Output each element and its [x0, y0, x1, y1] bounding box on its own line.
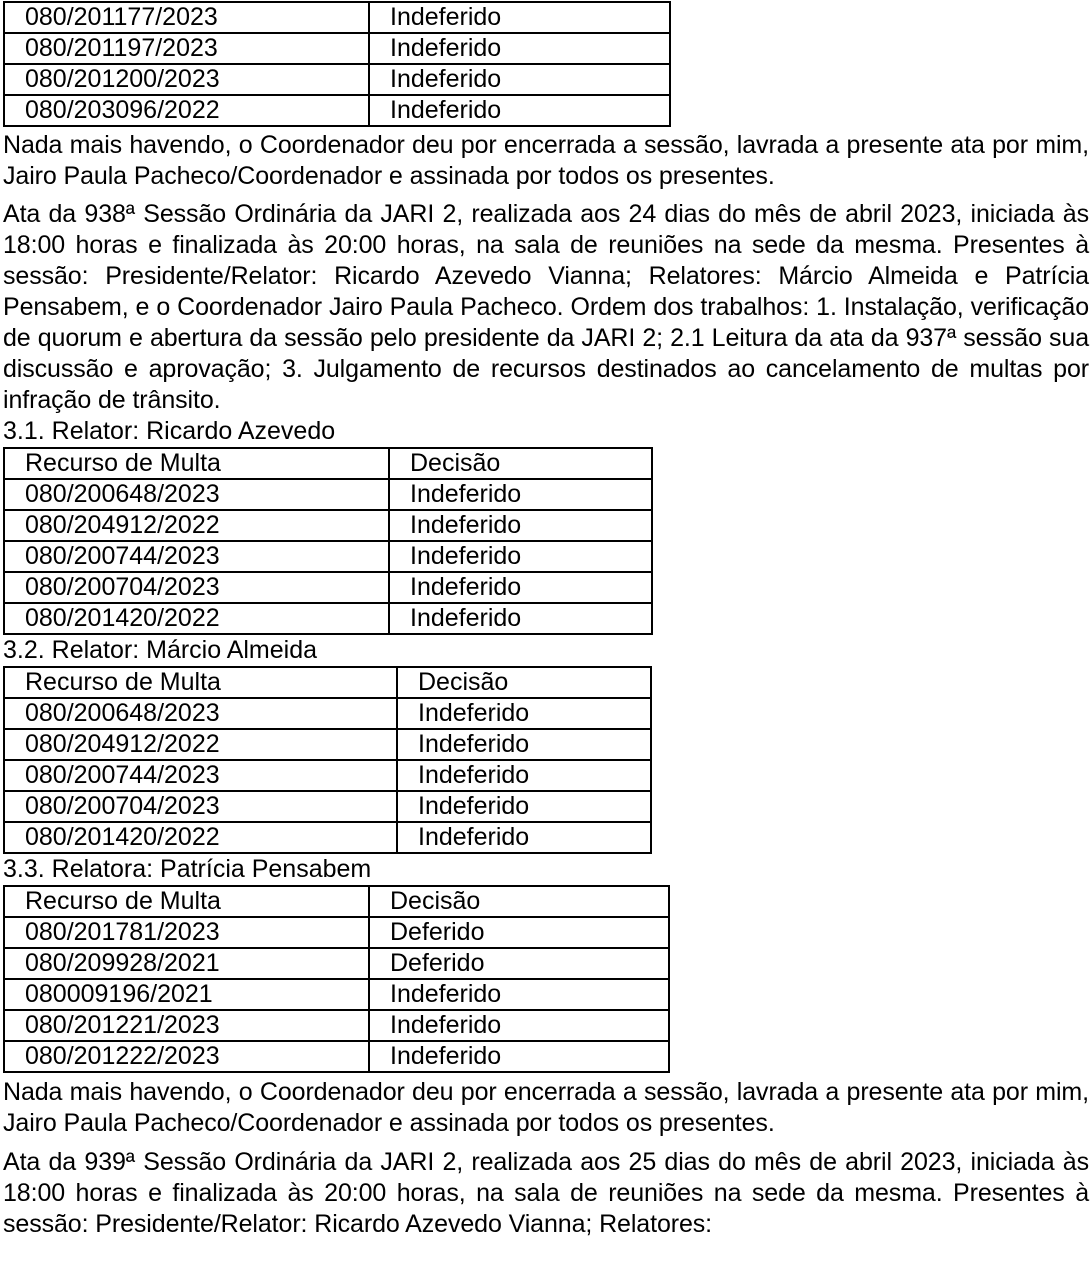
table-row — [4, 572, 652, 603]
table-row — [4, 510, 652, 541]
decisao-cell: Indeferido — [397, 760, 651, 791]
table-row — [4, 698, 651, 729]
decisao-cell: Indeferido — [369, 2, 670, 33]
table-row — [4, 948, 669, 979]
table-row — [4, 603, 652, 634]
table-row — [4, 1041, 669, 1072]
decisao-cell: Indeferido — [369, 33, 670, 64]
recurso-cell: 080/201200/2023 — [4, 64, 369, 95]
header-decisao: Decisão — [369, 886, 669, 917]
decisao-cell: Deferido — [369, 917, 669, 948]
recurso-cell: 080/201197/2023 — [4, 33, 369, 64]
decisao-cell: Indeferido — [397, 729, 651, 760]
decisao-cell: Indeferido — [389, 479, 652, 510]
table-row — [4, 64, 670, 95]
recurso-cell: 080/200704/2023 — [4, 791, 397, 822]
recurso-cell: 080/204912/2022 — [4, 729, 397, 760]
table-header-row — [4, 667, 651, 698]
table-row — [4, 979, 669, 1010]
closing-paragraph-2: Nada mais havendo, o Coordenador deu por encerrada a sessão, lavrada a presente ata por mim, Jairo Paula Pacheco/Coordenador e assinada por todos os presentes. — [3, 1078, 1089, 1137]
decisao-cell: Indeferido — [369, 1010, 669, 1041]
recurso-cell: 080/200704/2023 — [4, 572, 389, 603]
ata-938-paragraph: Ata da 938ª Sessão Ordinária da JARI 2, realizada aos 24 dias do mês de abril 2023, iniciada às 18:00 horas e finalizada às 20:00 horas, na sala de reuniões na sede da mesma. Presentes à sessão: Presidente/Relator: Ricardo Azevedo Vianna; Relatores: Márcio Almeida e Patrícia Pensabem, e o Coordenador Jairo Paula Pacheco. Ordem dos trabalhos: 1. Instalação, verificação de quorum e abertura da sessão pelo presidente da JARI 2; 2.1 Leitura da ata da 937ª sessão sua discussão e aprovação; 3. Julgamento de recursos destinados ao cancelamento de multas por infração de trânsito. — [3, 200, 1089, 414]
table-header-row — [4, 448, 652, 479]
document-page — [3, 0, 1089, 1240]
decisao-cell: Indeferido — [389, 541, 652, 572]
table-row — [4, 2, 670, 33]
recurso-cell: 080/201221/2023 — [4, 1010, 369, 1041]
decisao-cell: Indeferido — [397, 791, 651, 822]
decisao-cell: Indeferido — [389, 572, 652, 603]
section-32-table — [3, 666, 652, 854]
decisao-cell: Indeferido — [369, 979, 669, 1010]
top-results-table — [3, 1, 671, 127]
header-recurso: Recurso de Multa — [4, 667, 397, 698]
section-33-table — [3, 885, 670, 1073]
decisao-cell: Indeferido — [397, 822, 651, 853]
recurso-cell: 080/200744/2023 — [4, 541, 389, 572]
ata-939-paragraph: Ata da 939ª Sessão Ordinária da JARI 2, realizada aos 25 dias do mês de abril 2023, iniciada às 18:00 horas e finalizada às 20:00 horas, na sala de reuniões na sede da mesma. Presentes à sessão: Presidente/Relator: Ricardo Azevedo Vianna; Relatores: — [3, 1148, 1089, 1238]
recurso-cell: 080/201177/2023 — [4, 2, 369, 33]
table-row — [4, 479, 652, 510]
recurso-cell: 080/200648/2023 — [4, 698, 397, 729]
recurso-cell: 080/204912/2022 — [4, 510, 389, 541]
table-row — [4, 33, 670, 64]
header-recurso: Recurso de Multa — [4, 886, 369, 917]
decisao-cell: Indeferido — [369, 95, 670, 126]
recurso-cell: 080009196/2021 — [4, 979, 369, 1010]
table-header-row — [4, 886, 669, 917]
table-row — [4, 541, 652, 572]
table-row — [4, 822, 651, 853]
decisao-cell: Indeferido — [389, 510, 652, 541]
recurso-cell: 080/201420/2022 — [4, 822, 397, 853]
section-32-label: 3.2. Relator: Márcio Almeida — [3, 636, 318, 664]
section-31-label: 3.1. Relator: Ricardo Azevedo — [3, 417, 336, 445]
table-row — [4, 760, 651, 791]
header-recurso: Recurso de Multa — [4, 448, 389, 479]
recurso-cell: 080/200744/2023 — [4, 760, 397, 791]
closing-paragraph-1: Nada mais havendo, o Coordenador deu por encerrada a sessão, lavrada a presente ata por mim, Jairo Paula Pacheco/Coordenador e assinada por todos os presentes. — [3, 131, 1089, 190]
decisao-cell: Indeferido — [369, 1041, 669, 1072]
recurso-cell: 080/200648/2023 — [4, 479, 389, 510]
table-row — [4, 729, 651, 760]
decisao-cell: Indeferido — [369, 64, 670, 95]
table-row — [4, 791, 651, 822]
decisao-cell: Indeferido — [397, 698, 651, 729]
recurso-cell: 080/201420/2022 — [4, 603, 389, 634]
section-33-label: 3.3. Relatora: Patrícia Pensabem — [3, 855, 372, 883]
table-row — [4, 95, 670, 126]
header-decisao: Decisão — [389, 448, 652, 479]
recurso-cell: 080/209928/2021 — [4, 948, 369, 979]
section-31-table — [3, 447, 653, 635]
decisao-cell: Deferido — [369, 948, 669, 979]
recurso-cell: 080/201781/2023 — [4, 917, 369, 948]
table-row — [4, 917, 669, 948]
decisao-cell: Indeferido — [389, 603, 652, 634]
recurso-cell: 080/203096/2022 — [4, 95, 369, 126]
recurso-cell: 080/201222/2023 — [4, 1041, 369, 1072]
table-row — [4, 1010, 669, 1041]
header-decisao: Decisão — [397, 667, 651, 698]
